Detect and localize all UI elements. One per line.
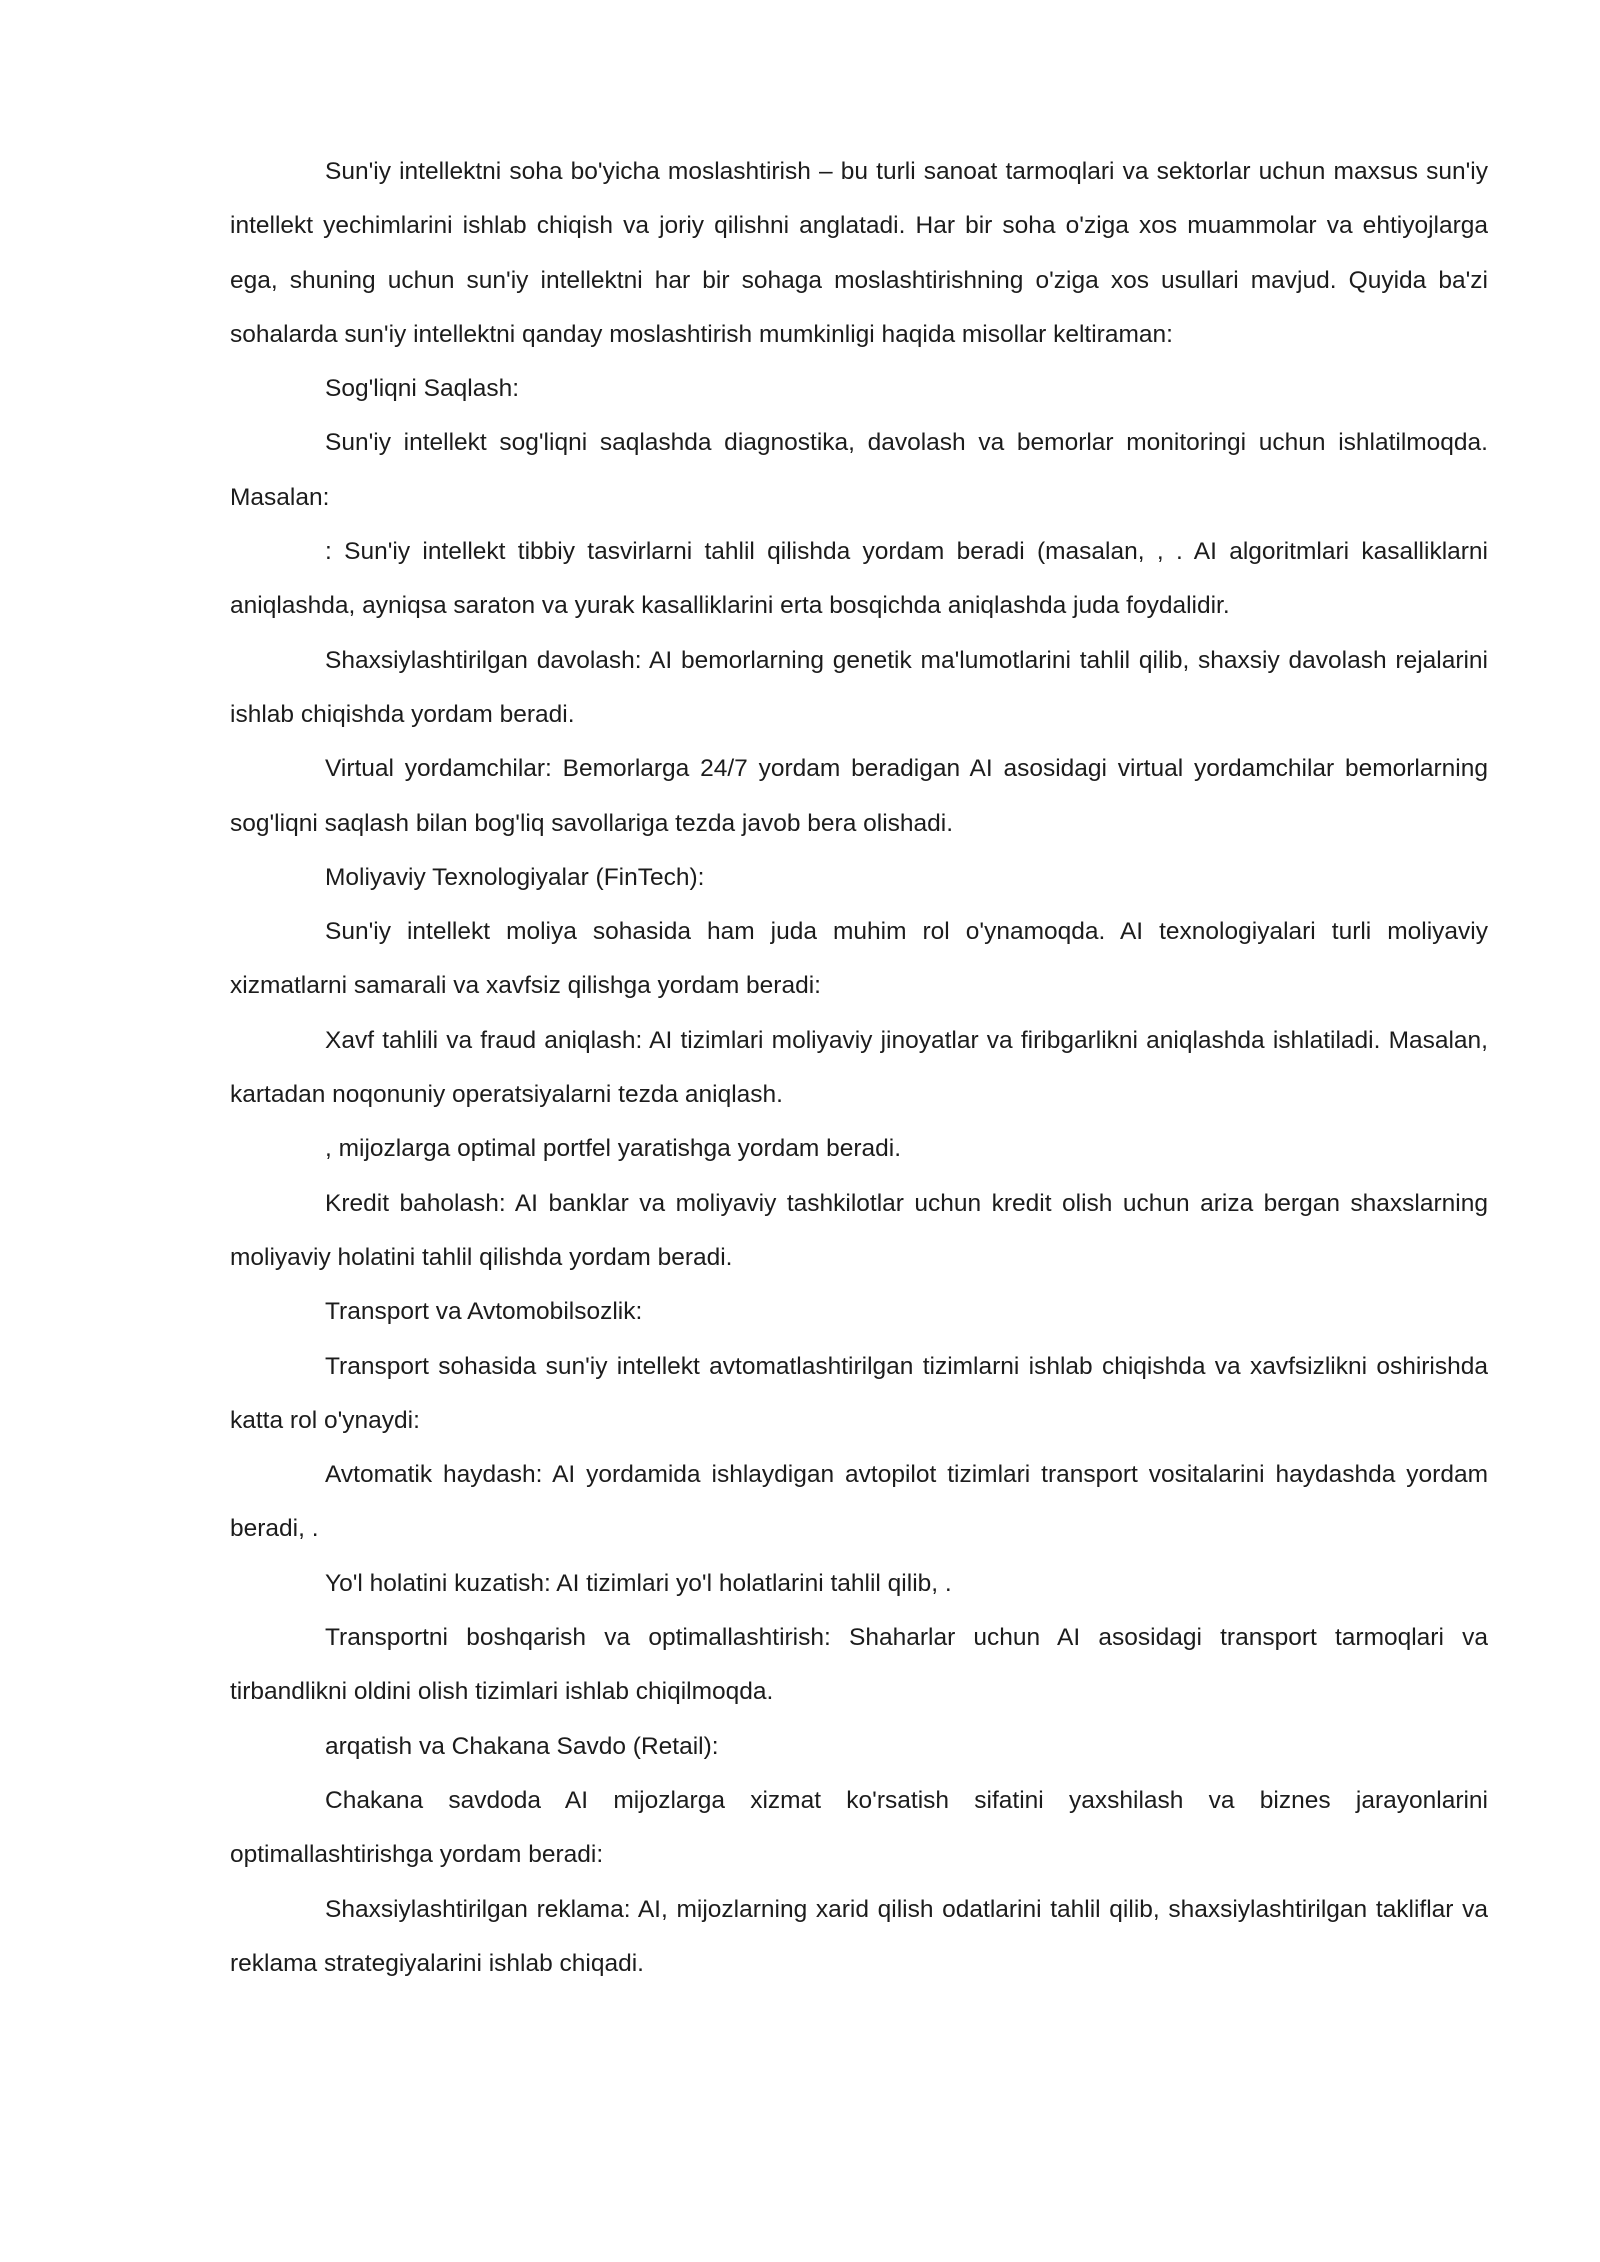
paragraph-transport-intro: Transport sohasida sun'iy intellekt avtomatlashtirilgan tizimlarni ishlab chiqishda va xavfsizlikni oshirishda katta rol o'ynaydi:	[230, 1352, 1488, 1434]
heading-retail: arqatish va Chakana Savdo (Retail):	[325, 1732, 719, 1760]
paragraph-virtual-assistants: Virtual yordamchilar: Bemorlarga 24/7 yordam beradigan AI asosidagi virtual yordamchilar bemorlarning sog'liqni saqlash bilan bog'liq savollariga tezda javob bera olishadi.	[230, 755, 1488, 837]
heading-fintech: Moliyaviy Texnologiyalar (FinTech):	[325, 863, 705, 891]
heading-healthcare: Sog'liqni Saqlash:	[325, 375, 520, 403]
paragraph-traffic-management: Transportni boshqarish va optimallashtirish: Shaharlar uchun AI asosidagi transport tarmoqlari va tirbandlikni oldini olish tizimlari ishlab chiqilmoqda.	[230, 1624, 1488, 1706]
paragraph-fintech-intro: Sun'iy intellekt moliya sohasida ham juda muhim rol o'ynamoqda. AI texnologiyalari turli moliyaviy xizmatlarni samarali va xavfsiz qilishga yordam beradi:	[230, 918, 1488, 1000]
paragraph-fraud-detection: Xavf tahlili va fraud aniqlash: AI tizimlari moliyaviy jinoyatlar va firibgarlikni aniqlashda ishlatiladi. Masalan, kartadan noqonuniy operatsiyalarni tezda aniqlash.	[230, 1026, 1488, 1109]
paragraph-credit-scoring: Kredit baholash: AI banklar va moliyaviy tashkilotlar uchun kredit olish uchun ariza bergan shaxslarning moliyaviy holatini tahlil qilishda yordam beradi.	[230, 1189, 1488, 1271]
paragraph-autonomous-driving: Avtomatik haydash: AI yordamida ishlaydigan avtopilot tizimlari transport vositalarini haydashda yordam beradi, .	[230, 1461, 1488, 1543]
paragraph-retail-intro: Chakana savdoda AI mijozlarga xizmat ko'rsatish sifatini yaxshilash va biznes jarayonlarini optimallashtirishga yordam beradi:	[230, 1786, 1488, 1869]
paragraph-healthcare-intro: Sun'iy intellekt sog'liqni saqlashda diagnostika, davolash va bemorlar monitoringi uchun ishlatilmoqda. Masalan:	[230, 429, 1488, 511]
paragraph-medical-imaging: : Sun'iy intellekt tibbiy tasvirlarni tahlil qilishda yordam beradi (masalan, , . AI algoritmlari kasalliklarni aniqlashda, ayniqsa saraton va yurak kasalliklarini erta bosqichda aniqlashda juda foydalidir.	[230, 538, 1488, 620]
document-body	[230, 145, 1488, 1991]
paragraph-personalized-treatment: Shaxsiylashtirilgan davolash: AI bemorlarning genetik ma'lumotlarini tahlil qilib, shaxsiy davolash rejalarini ishlab chiqishda yordam beradi.	[230, 646, 1488, 728]
paragraph-intro: Sun'iy intellektni soha bo'yicha moslashtirish – bu turli sanoat tarmoqlari va sektorlar uchun maxsus sun'iy intellekt yechimlarini ishlab chiqish va joriy qilishni anglatadi. Har bir soha o'ziga xos muammolar va ehtiyojlarga ega, shuning uchun sun'iy intellektni har bir sohaga moslashtirishning o'ziga xos usullari mavjud. Quyida ba'zi sohalarda sun'iy intellektni qanday moslashtirish mumkinligi haqida misollar keltiraman:	[230, 158, 1488, 348]
paragraph-personalized-ads: Shaxsiylashtirilgan reklama: AI, mijozlarning xarid qilish odatlarini tahlil qilib, shaxsiylashtirilgan takliflar va reklama strategiyalarini ishlab chiqadi.	[230, 1895, 1488, 1977]
paragraph-road-monitoring: Yo'l holatini kuzatish: AI tizimlari yo'l holatlarini tahlil qilib, .	[325, 1569, 952, 1597]
heading-transport: Transport va Avtomobilsozlik:	[325, 1298, 643, 1326]
paragraph-portfolio: , mijozlarga optimal portfel yaratishga yordam beradi.	[325, 1135, 902, 1163]
